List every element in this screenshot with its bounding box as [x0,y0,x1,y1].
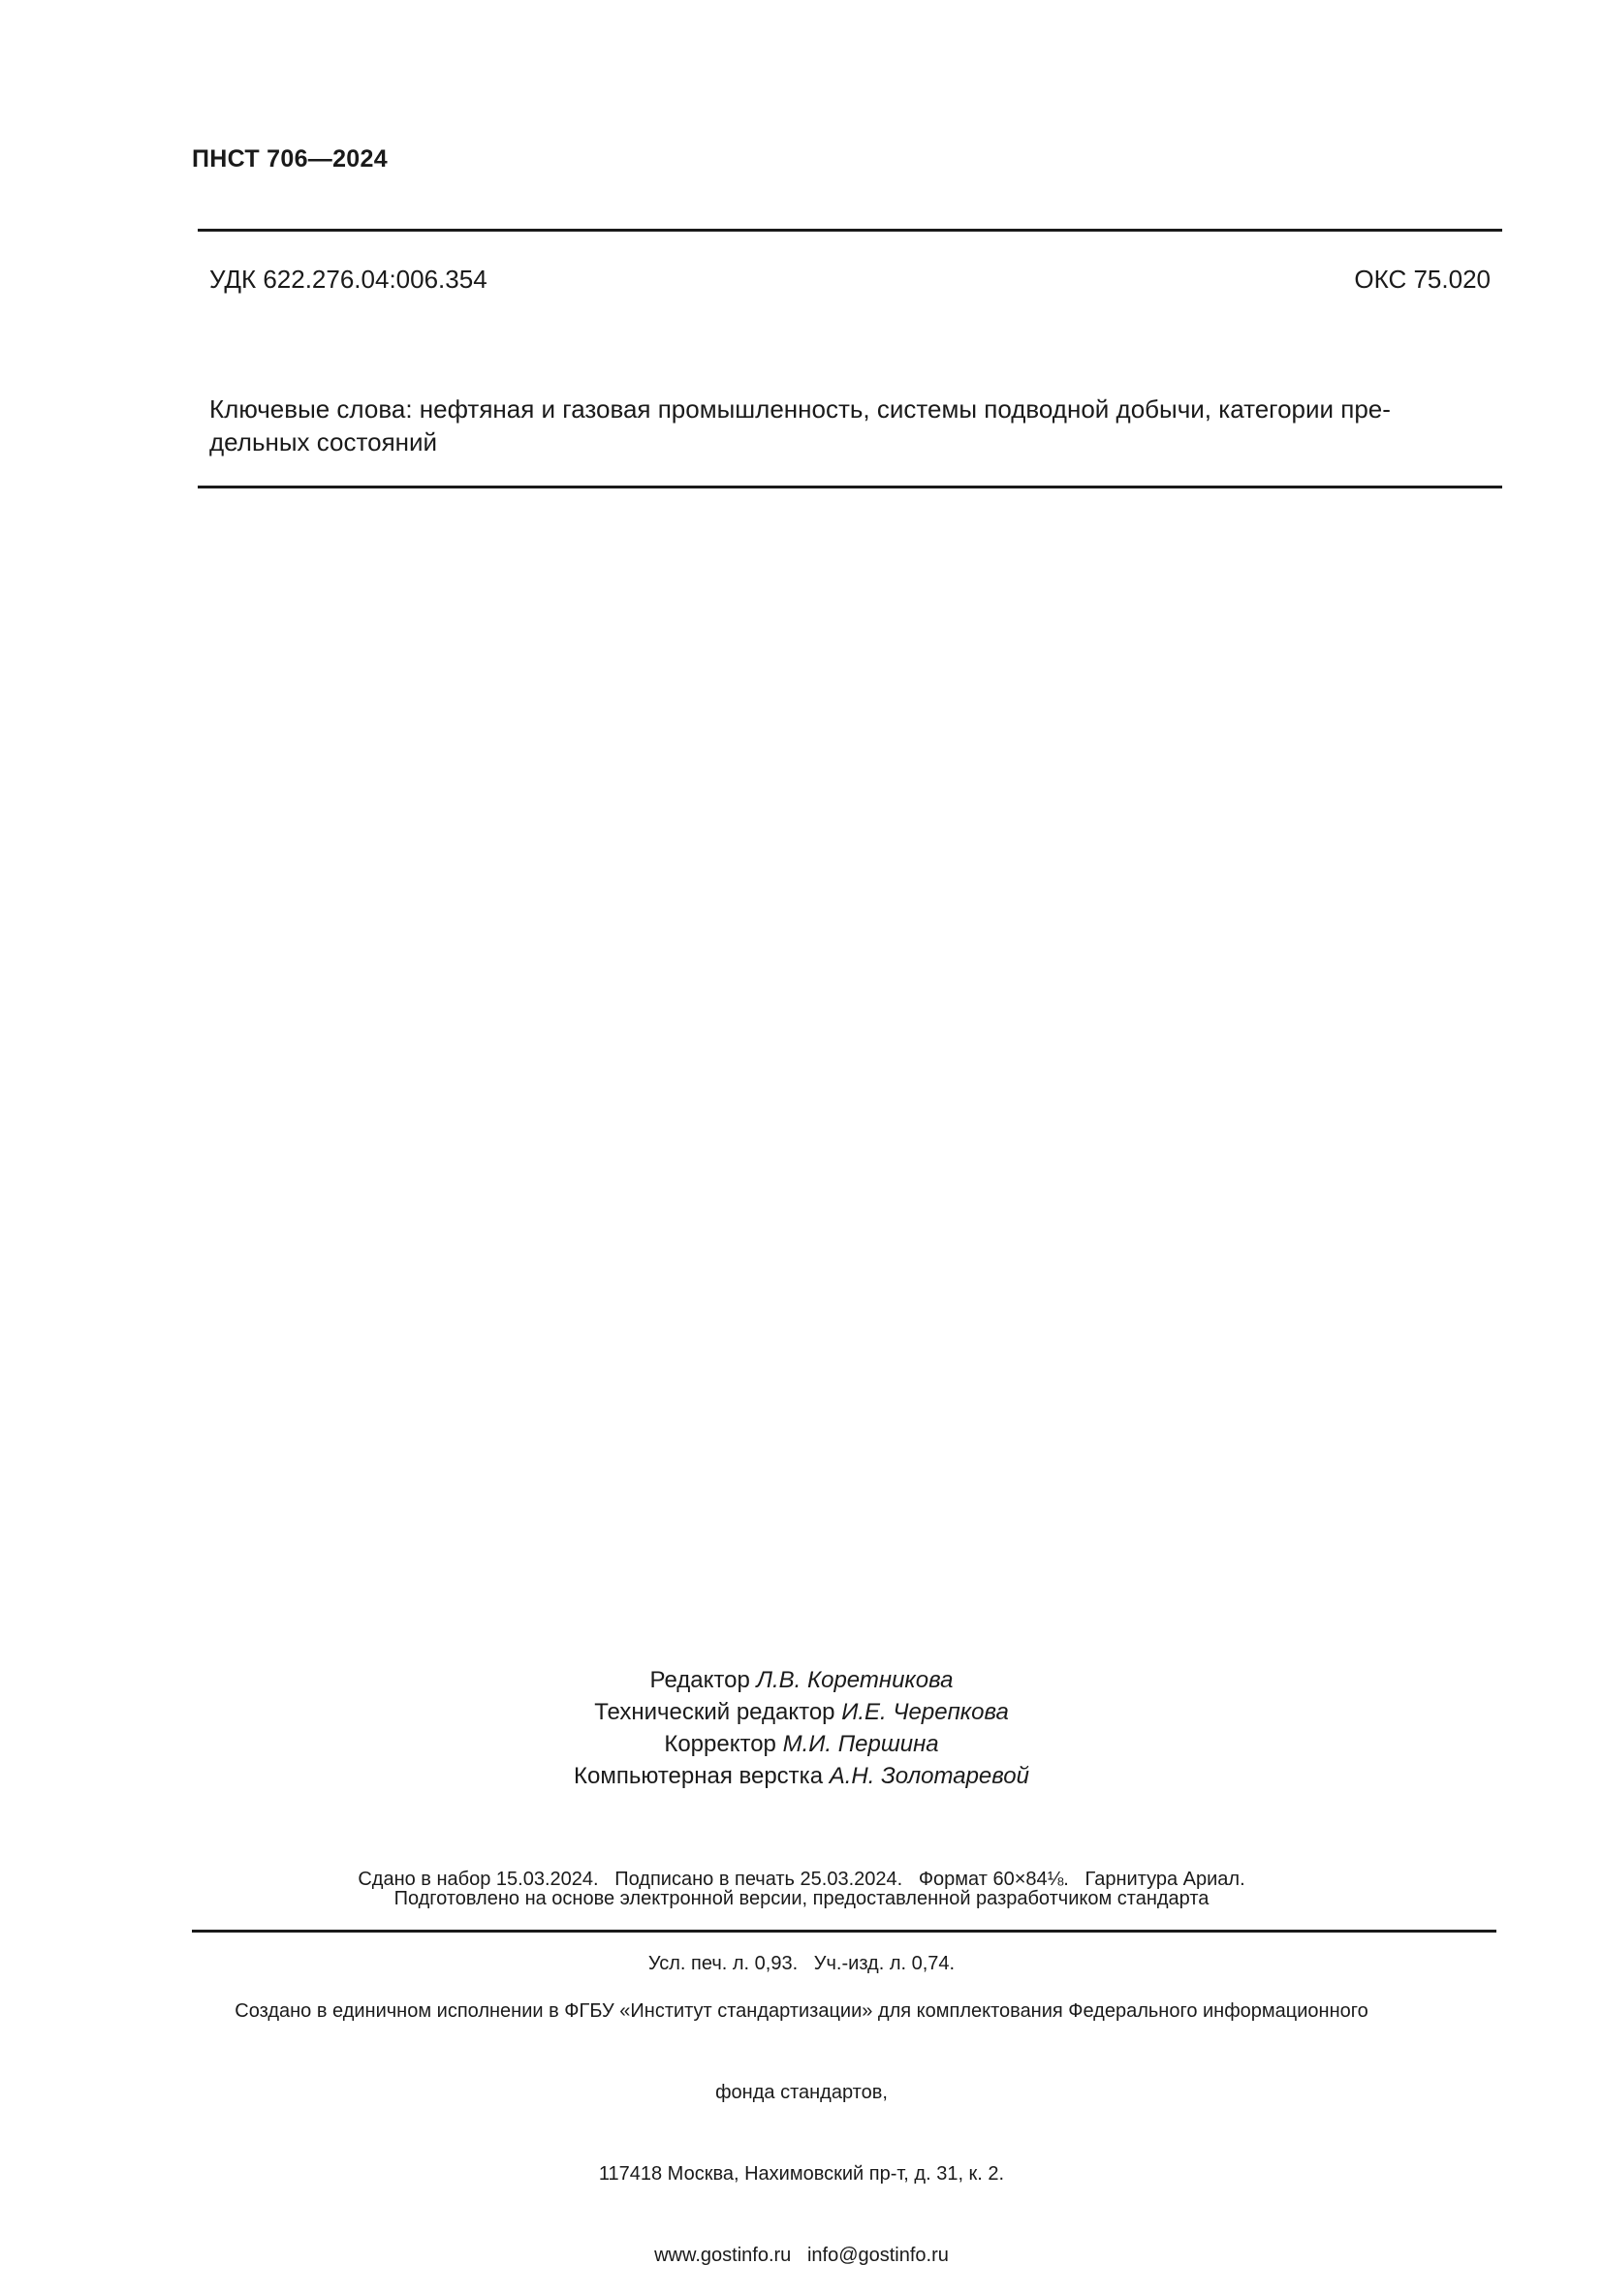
tech-editor-label: Технический редактор [594,1699,842,1725]
middle-divider [198,486,1502,488]
editor-label: Редактор [649,1667,757,1693]
publisher-line-2: фонда стандартов, [715,2082,888,2103]
oks-code: ОКС 75.020 [1354,265,1491,294]
tech-editor-line [0,1696,1603,1728]
publisher-address: 117418 Москва, Нахимовский пр-т, д. 31, к. 2. [598,2163,1005,2185]
keywords-line-2: дельных состояний [209,427,438,456]
layout-name: А.Н. Золотаревой [829,1763,1029,1789]
editor-name: Л.В. Коретникова [756,1667,954,1693]
publisher-web-contacts: www.gostinfo.ru info@gostinfo.ru [654,2245,949,2266]
layout-line [0,1760,1603,1792]
publisher-block [0,1943,1603,2296]
editor-line [0,1664,1603,1696]
credits-block [0,1664,1603,1792]
corrector-name: М.И. Першина [782,1731,939,1757]
keywords-line-1: Ключевые слова: нефтяная и газовая промышленность, системы подводной добычи, категории пре- [209,394,1391,424]
print-info-line-2: Усл. печ. л. 0,93. Уч.-изд. л. 0,74. [647,1953,956,1974]
bottom-divider [192,1930,1496,1933]
layout-label: Компьютерная верстка [574,1763,830,1789]
udk-code: УДК 622.276.04:006.354 [209,265,487,294]
corrector-line [0,1728,1603,1760]
publisher-line-1: Создано в единичном исполнении в ФГБУ «Институт стандартизации» для комплектования Федерального информационного [235,2000,1368,2022]
print-info-line-1: Сдано в набор 15.03.2024. Подписано в печать 25.03.2024. Формат 60×84⅛. Гарнитура Ариал. [358,1869,1245,1890]
top-divider [198,229,1502,232]
tech-editor-name: И.Е. Черепкова [841,1699,1009,1725]
keywords-block [209,393,1491,458]
document-code: ПНСТ 706—2024 [192,145,388,173]
prepared-note: Подготовлено на основе электронной версии, предоставленной разработчиком стандарта [393,1888,1210,1909]
corrector-label: Корректор [664,1731,783,1757]
